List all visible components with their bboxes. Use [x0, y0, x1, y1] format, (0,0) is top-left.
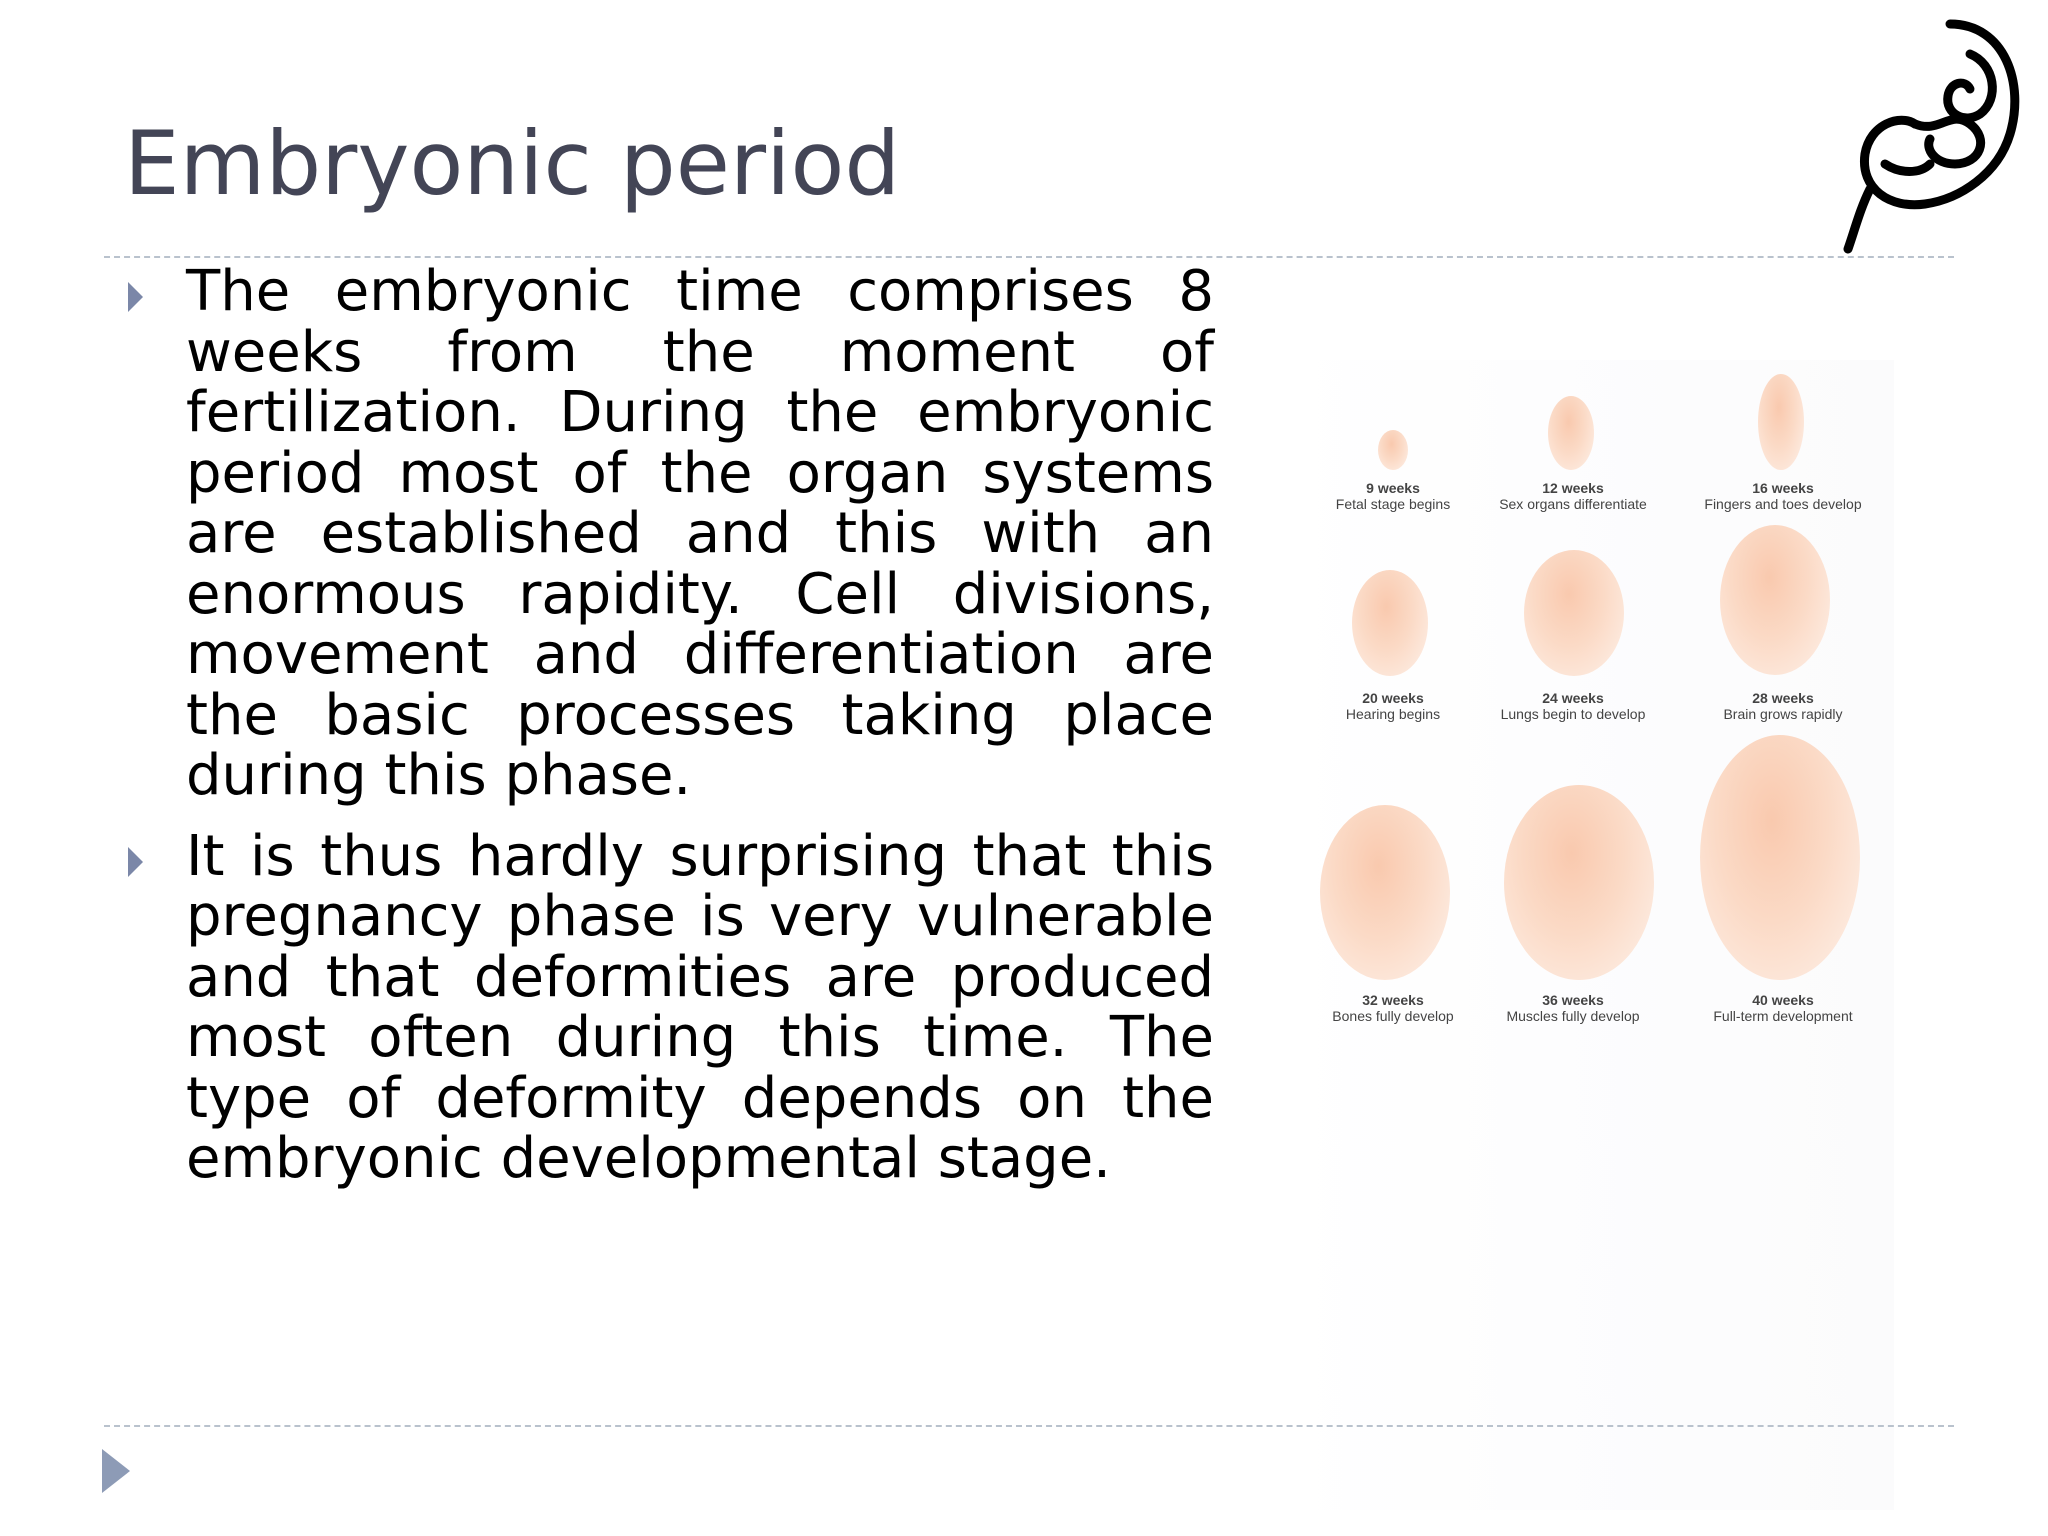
stage-caption: Sex organs differentiate — [1499, 496, 1647, 512]
bullet-item — [124, 823, 1214, 1191]
stage-label — [1288, 480, 1498, 513]
bullet-item — [124, 259, 1214, 808]
fetus-illustration — [1700, 735, 1860, 980]
fetus-illustration — [1524, 550, 1624, 676]
stage-caption: Brain grows rapidly — [1723, 706, 1843, 722]
triangle-bullet-icon — [128, 282, 143, 312]
fetus-illustration — [1320, 805, 1450, 980]
fetus-illustration — [1720, 525, 1830, 675]
stage-week: 16 weeks — [1752, 480, 1814, 496]
stage-label — [1678, 480, 1888, 513]
stage-week: 36 weeks — [1542, 992, 1604, 1008]
stage-label — [1468, 992, 1678, 1025]
stage-week: 40 weeks — [1752, 992, 1814, 1008]
stage-label — [1468, 480, 1678, 513]
stage-label — [1288, 690, 1498, 723]
next-slide-arrow-icon[interactable] — [102, 1449, 130, 1493]
bullet-list — [124, 259, 1214, 1210]
stage-week: 12 weeks — [1542, 480, 1604, 496]
stage-caption: Fingers and toes develop — [1704, 496, 1862, 512]
bullet-text: It is thus hardly surprising that this pregnancy phase is very vulnerable and that deformities are produced most often during this time. The type of deformity depends on the embryonic developmental stage. — [186, 823, 1214, 1191]
stage-week: 9 weeks — [1366, 480, 1420, 496]
stage-week: 28 weeks — [1752, 690, 1814, 706]
stage-label — [1678, 690, 1888, 723]
stage-caption: Muscles fully develop — [1506, 1008, 1640, 1024]
bullet-text: The embryonic time comprises 8 weeks from the moment of fertilization. During the embryonic period most of the organ systems are established and this with an enormous rapidity. Cell divisions, movement and differentiation are the basic processes taking place during this phase. — [186, 259, 1214, 808]
stage-week: 20 weeks — [1362, 690, 1424, 706]
stage-label — [1288, 992, 1498, 1025]
fetus-illustration — [1548, 396, 1594, 470]
stage-label — [1678, 992, 1888, 1025]
slide-title: Embryonic period — [124, 112, 901, 215]
stage-caption: Bones fully develop — [1332, 1008, 1454, 1024]
stage-caption: Full-term development — [1713, 1008, 1853, 1024]
stage-caption: Hearing begins — [1345, 706, 1441, 722]
fetus-illustration — [1352, 570, 1428, 676]
fetus-illustration — [1504, 785, 1654, 980]
stage-caption: Fetal stage begins — [1335, 496, 1451, 512]
title-divider — [104, 256, 1954, 258]
footer-divider — [104, 1425, 1954, 1427]
stage-label — [1468, 690, 1678, 723]
fetus-illustration — [1758, 374, 1804, 470]
stage-week: 32 weeks — [1362, 992, 1424, 1008]
fetal-development-figure — [1284, 360, 1894, 1510]
stage-week: 24 weeks — [1542, 690, 1604, 706]
fetus-illustration — [1378, 430, 1408, 470]
fetus-logo-icon — [1830, 14, 2030, 254]
stage-caption: Lungs begin to develop — [1500, 706, 1646, 722]
triangle-bullet-icon — [128, 847, 143, 877]
